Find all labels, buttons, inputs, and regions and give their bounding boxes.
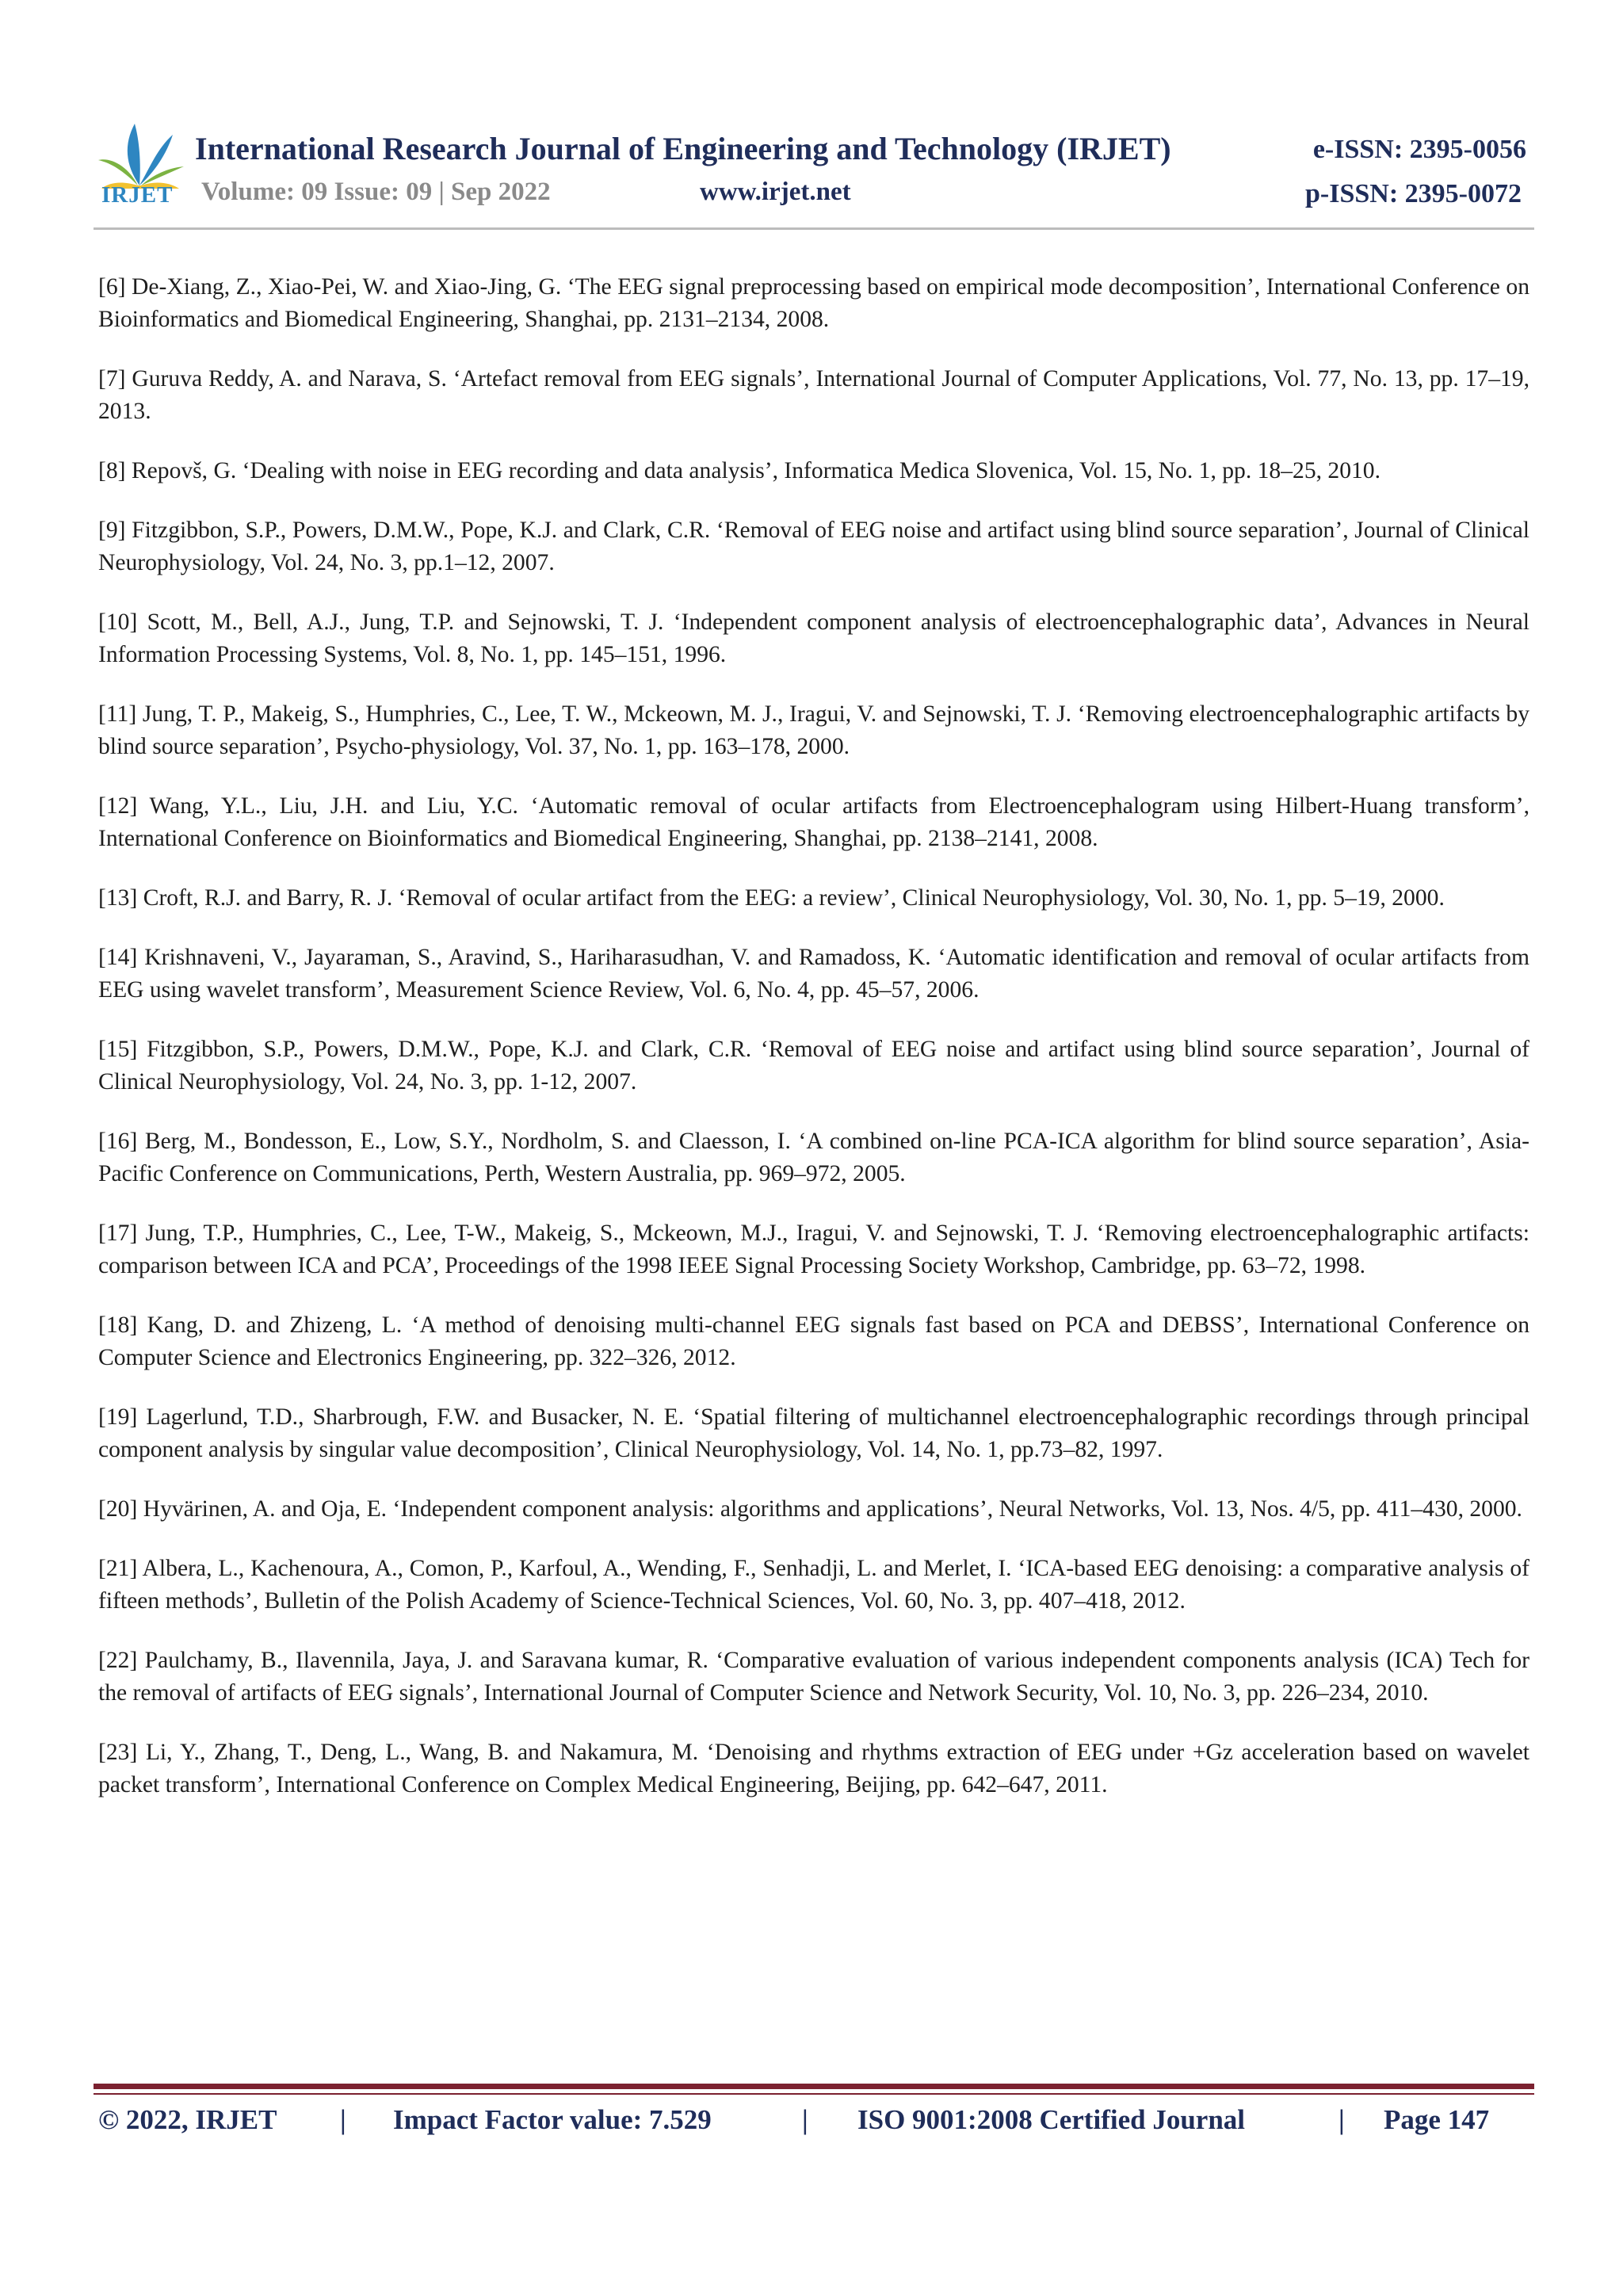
reference-item: [9] Fitzgibbon, S.P., Powers, D.M.W., Pope, K.J. and Clark, C.R. ‘Removal of EEG noise and artifact using blind source separation’, Journal of Clinical Neurophysiology, Vol. 24, No. 3, pp.1–12, 2007. — [98, 518, 1529, 575]
reference-item: [11] Jung, T. P., Makeig, S., Humphries, C., Lee, T. W., Mckeown, M. J., Iragui, V. and Sejnowski, T. J. ‘Removing electroencephalographic artifacts by blind source separation’, Psycho-physiology, Vol. 37, No. 1, pp. 163–178, 2000. — [98, 701, 1529, 759]
reference-item: [13] Croft, R.J. and Barry, R. J. ‘Removal of ocular artifact from the EEG: a review’, Clinical Neurophysiology, Vol. 30, No. 1, pp. 5–19, 2000. — [98, 885, 1445, 911]
header-divider — [94, 227, 1534, 230]
reference-item: [12] Wang, Y.L., Liu, J.H. and Liu, Y.C. ‘Automatic removal of ocular artifacts from Electroencephalogram using Hilbert-Huang transform’, International Conference on Bioinformatics and Biomedical Engineering, Shanghai, pp. 2138–2141, 2008. — [98, 793, 1529, 851]
reference-item: [17] Jung, T.P., Humphries, C., Lee, T-W., Makeig, S., Mckeown, M.J., Iragui, V. and Sejnowski, T. J. ‘Removing electroencephalographic artifacts: comparison between ICA and PCA’, Proceedings of the 1998 IEEE Signal Processing Society Workshop, Cambridge, pp. 63–72, 1998. — [98, 1221, 1529, 1278]
reference-item: [23] Li, Y., Zhang, T., Deng, L., Wang, B. and Nakamura, M. ‘Denoising and rhythms extraction of EEG under +Gz acceleration based on wavelet packet transform’, International Conference on Complex Medical Engineering, Beijing, pp. 642–647, 2011. — [98, 1740, 1529, 1797]
reference-item: [19] Lagerlund, T.D., Sharbrough, F.W. and Busacker, N. E. ‘Spatial filtering of multichannel electroencephalographic recordings through principal component analysis by singular value decomposition’, Clinical Neurophysiology, Vol. 14, No. 1, pp.73–82, 1997. — [98, 1404, 1529, 1462]
p-issn: p-ISSN: 2395-0072 — [1305, 179, 1522, 208]
irjet-logo — [94, 117, 187, 211]
reference-list — [98, 271, 1529, 1828]
leaf-logo-icon — [94, 117, 187, 189]
reference-item: [16] Berg, M., Bondesson, E., Low, S.Y., Nordholm, S. and Claesson, I. ‘A combined on-line PCA-ICA algorithm for blind source separation’, Asia-Pacific Conference on Communications, Perth, Western Australia, pp. 969–972, 2005. — [98, 1129, 1529, 1186]
reference-item: [18] Kang, D. and Zhizeng, L. ‘A method of denoising multi-channel EEG signals fast based on PCA and DEBSS’, International Conference on Computer Science and Electronics Engineering, pp. 322–326, 2012. — [98, 1312, 1529, 1370]
reference-item: [22] Paulchamy, B., Ilavennila, Jaya, J. and Saravana kumar, R. ‘Comparative evaluation of various independent components analysis (ICA) Tech for the removal of artifacts of EEG signals’, International Journal of Computer Science and Network Security, Vol. 10, No. 3, pp. 226–234, 2010. — [98, 1648, 1529, 1706]
page-header — [94, 117, 1534, 228]
footer-iso: ISO 9001:2008 Certified Journal — [857, 2104, 1246, 2135]
page-footer — [98, 2104, 1533, 2144]
journal-website: www.irjet.net — [700, 178, 851, 206]
reference-item: [7] Guruva Reddy, A. and Narava, S. ‘Artefact removal from EEG signals’, International Journal of Computer Applications, Vol. 77, No. 13, pp. 17–19, 2013. — [98, 366, 1529, 424]
footer-separator: | — [1338, 2104, 1345, 2135]
logo-text: IRJET — [101, 182, 174, 208]
footer-copyright: © 2022, IRJET — [98, 2104, 277, 2135]
reference-item: [20] Hyvärinen, A. and Oja, E. ‘Independent component analysis: algorithms and applications’, Neural Networks, Vol. 13, Nos. 4/5, pp. 411–430, 2000. — [98, 1496, 1522, 1522]
footer-impact-factor: Impact Factor value: 7.529 — [393, 2104, 712, 2135]
footer-separator: | — [802, 2104, 808, 2135]
reference-item: [21] Albera, L., Kachenoura, A., Comon, P., Karfoul, A., Wending, F., Senhadji, L. and Merlet, I. ‘ICA-based EEG denoising: a comparative analysis of fifteen methods’, Bulletin of the Polish Academy of Science-Technical Sciences, Vol. 60, No. 3, pp. 407–418, 2012. — [98, 1556, 1529, 1614]
reference-item: [8] Repovš, G. ‘Dealing with noise in EEG recording and data analysis’, Informatica Medica Slovenica, Vol. 15, No. 1, pp. 18–25, 2010. — [98, 458, 1381, 483]
footer-divider-thin — [94, 2093, 1534, 2095]
page-number: Page 147 — [1384, 2104, 1490, 2135]
journal-title: International Research Journal of Engineering and Technology (IRJET) — [195, 131, 1171, 166]
footer-separator: | — [340, 2104, 346, 2135]
footer-divider-thick — [94, 2084, 1534, 2089]
reference-item: [15] Fitzgibbon, S.P., Powers, D.M.W., Pope, K.J. and Clark, C.R. ‘Removal of EEG noise and artifact using blind source separation’, Journal of Clinical Neurophysiology, Vol. 24, No. 3, pp. 1-12, 2007. — [98, 1037, 1529, 1095]
reference-item: [6] De-Xiang, Z., Xiao-Pei, W. and Xiao-Jing, G. ‘The EEG signal preprocessing based on empirical mode decomposition’, International Conference on Bioinformatics and Biomedical Engineering, Shanghai, pp. 2131–2134, 2008. — [98, 274, 1529, 332]
reference-item: [10] Scott, M., Bell, A.J., Jung, T.P. and Sejnowski, T. J. ‘Independent component analysis of electroencephalographic data’, Advances in Neural Information Processing Systems, Vol. 8, No. 1, pp. 145–151, 1996. — [98, 609, 1529, 667]
e-issn: e-ISSN: 2395-0056 — [1312, 135, 1526, 164]
reference-item: [14] Krishnaveni, V., Jayaraman, S., Aravind, S., Hariharasudhan, V. and Ramadoss, K. ‘Automatic identification and removal of ocular artifacts from EEG using wavelet transform’, Measurement Science Review, Vol. 6, No. 4, pp. 45–57, 2006. — [98, 945, 1529, 1003]
volume-issue: Volume: 09 Issue: 09 | Sep 2022 — [201, 178, 551, 206]
